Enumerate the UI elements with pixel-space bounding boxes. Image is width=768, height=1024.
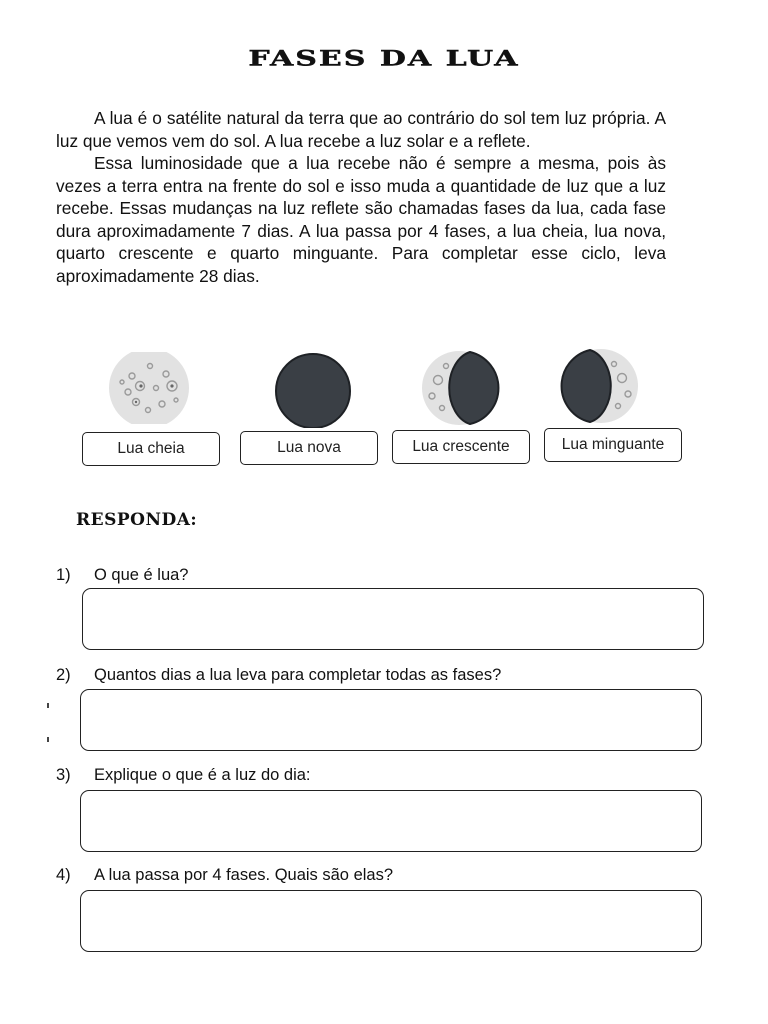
answer-box-2[interactable] (80, 689, 702, 751)
question-text: O que é lua? (94, 566, 189, 584)
phase-label-full-moon: Lua cheia (82, 432, 220, 466)
waning-moon-icon (558, 348, 644, 424)
phase-label-waxing-moon: Lua crescente (392, 430, 530, 464)
answer-box-4[interactable] (80, 890, 702, 952)
phase-label-waning-moon: Lua minguante (544, 428, 682, 462)
question-text: Explique o que é a luz do dia: (94, 766, 311, 784)
question-3 (56, 766, 311, 785)
intro-text (56, 107, 666, 287)
question-1 (56, 566, 189, 585)
question-2 (56, 666, 501, 685)
answer-box-3[interactable] (80, 790, 702, 852)
question-4 (56, 866, 393, 885)
intro-paragraph: A lua é o satélite natural da terra que ao contrário do sol tem luz própria. A luz que vemos vem do sol. A lua recebe a luz solar e a reflete. (56, 108, 666, 151)
question-number: 3) (56, 766, 71, 784)
waxing-moon-icon (416, 350, 502, 426)
margin-mark (47, 703, 49, 708)
new-moon-icon (270, 352, 356, 428)
answer-box-1[interactable] (82, 588, 704, 650)
question-number: 1) (56, 566, 71, 584)
question-text: Quantos dias a lua leva para completar todas as fases? (94, 666, 502, 684)
question-number: 4) (56, 866, 71, 884)
question-text: A lua passa por 4 fases. Quais são elas? (94, 866, 394, 884)
question-number: 2) (56, 666, 71, 684)
respond-heading: RESPONDA: (76, 510, 198, 530)
phase-label-new-moon: Lua nova (240, 431, 378, 465)
intro-paragraph: Essa luminosidade que a lua recebe não é sempre a mesma, pois às vezes a terra entra na frente do sol e isso muda a quantidade de luz que a luz recebe. Essas mudanças na luz reflete são chamadas fases da lua, cada fase dura aproximadamente 7 dias. A lua passa por 4 fases, a lua cheia, lua nova, quarto crescente e quarto minguante. Para completar esse ciclo, leva aproximadamente 28 dias. (56, 153, 666, 286)
page-title: FASES DA LUA (248, 46, 520, 72)
full-moon-icon (106, 352, 192, 424)
margin-mark (47, 737, 49, 742)
